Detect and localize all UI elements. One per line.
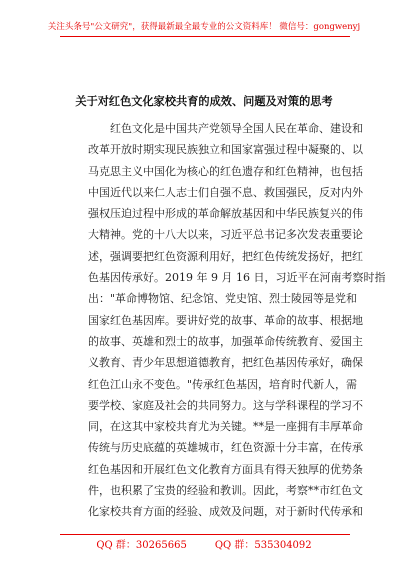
document-title: 关于对红色文化家校共育的成效、问题及对策的思考: [75, 94, 333, 108]
document-body: [88, 118, 386, 523]
footer-qq-group-2: QQ 群：535304092: [214, 540, 312, 551]
body-line: 化家校共育方面的经验、成效及问题，对于新时代传承和: [88, 505, 363, 519]
body-line: 马克思主义中国化为核心的红色遗存和红色精神，也包括: [88, 164, 363, 178]
header-banner: 关注头条号"公文研究"，获得最新最全最专业的公文资料库！ 微信号：gongwenyj: [47, 22, 361, 32]
body-line: 红色江山永不变色。"传承红色基因，培育时代新人，需: [88, 377, 358, 391]
footer-qq-group-1: QQ 群：30265665: [96, 540, 187, 551]
body-line: 述，强调要把红色资源利用好，把红色传统发扬好，把红: [88, 249, 363, 263]
body-line: 件，也积累了宝贵的经验和教训。因此，考察**市红色文: [88, 484, 363, 498]
body-line: 改革开放时期实现民族独立和国家富强过程中凝聚的、以: [88, 143, 363, 157]
body-line: 要学校、家庭及社会的共同努力。这与学科课程的学习不: [88, 398, 363, 412]
body-line: 大精神。党的十八大以来，习近平总书记多次发表重要论: [88, 228, 363, 242]
body-line: 传统与历史底蕴的英雄城市，红色资源十分丰富，在传承: [88, 441, 363, 455]
body-line: 的故事、英雄和烈士的故事，加强革命传统教育、爱国主: [88, 334, 363, 348]
body-line: 中国近代以来仁人志士们自强不息、救国强民，反对内外: [88, 185, 363, 199]
body-line: 强权压迫过程中形成的革命解放基因和中华民族复兴的伟: [88, 207, 363, 221]
header-divider: [60, 36, 350, 37]
body-line: 同，在这其中家校共育尤为关键。**是一座拥有丰厚革命: [88, 420, 363, 434]
body-line: 义教育、青少年思想道德教育，把红色基因传承好，确保: [88, 356, 363, 370]
body-line: 色基因传承好。2019 年 9 月 16 日，习近平在河南考察时指: [88, 271, 386, 285]
body-line: 出："革命博物馆、纪念馆、党史馆、烈士陵园等是党和: [88, 292, 358, 306]
footer-divider: [60, 534, 350, 535]
body-line: 红色基因和开展红色文化教育方面具有得天独厚的优势条: [88, 462, 363, 476]
body-line: 红色文化是中国共产党领导全国人民在革命、建设和: [110, 122, 363, 135]
footer: [0, 536, 408, 551]
body-line: 国家红色基因库。要讲好党的故事、革命的故事、根据地: [88, 313, 363, 327]
